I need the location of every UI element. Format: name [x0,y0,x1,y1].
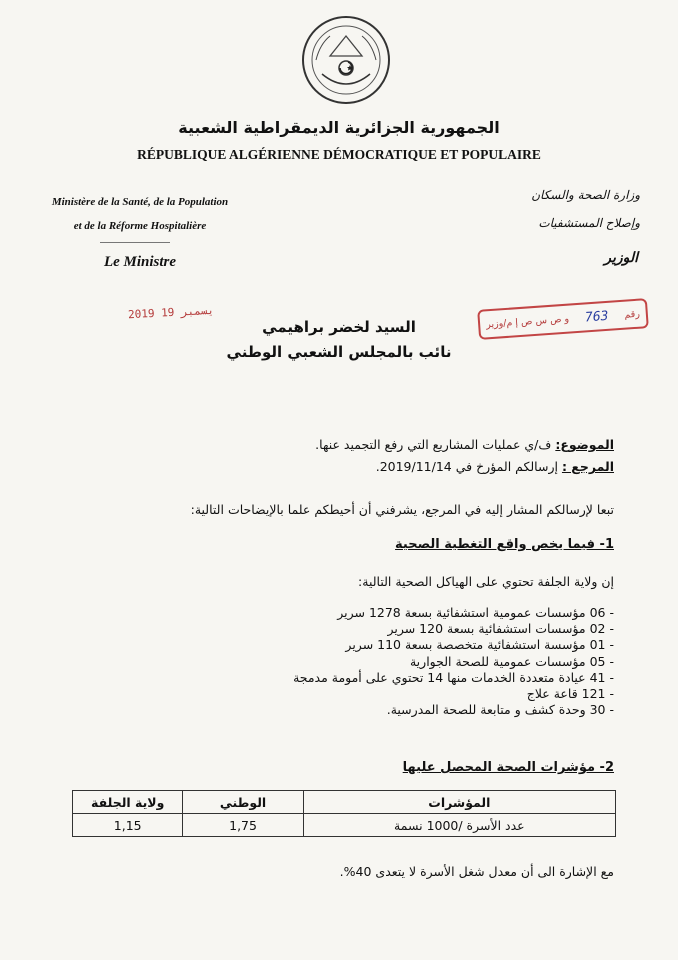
header-indicators: المؤشرات [303,791,615,814]
ministry-name-ar-line2: وإصلاح المستشفيات [538,216,640,230]
republic-title-ar: الجمهورية الجزائرية الديمقراطية الشعبية [178,118,500,137]
header-wilaya: ولاية الجلفة [73,791,183,814]
addressee-title: نائب بالمجلس الشعبي الوطني [226,343,452,361]
ministry-name-fr-line1: Ministère de la Santé, de la Population [51,196,229,208]
list-item: - 30 وحدة كشف و متابعة للصحة المدرسية. [386,702,614,718]
list-item: - 01 مؤسسة استشفائية متخصصة بسعة 110 سرير [345,637,614,653]
header-divider [100,242,170,243]
minister-title-fr: Le Ministre [103,254,177,270]
addressee-name: السيد لخضر براهيمي [262,318,416,336]
list-item: - 06 مؤسسات عمومية استشفائية بسعة 1278 سرير [337,605,614,620]
health-indicators-table [72,790,616,837]
reference-stamp-number: 763 [584,308,609,325]
reference-line [376,459,614,474]
list-item: - 121 قاعة علاج [526,685,614,701]
minister-title-ar: الوزير [604,250,638,266]
reference-text: إرسالكم المؤرخ في 2019/11/14. [375,459,558,474]
subject-line [315,437,614,452]
table-row [73,814,616,837]
list-item: - 02 مؤسسات استشفائية بسعة 120 سرير [387,621,614,637]
date-stamp: 2019 يسمبر 19 [127,303,215,322]
cell-indicator: عدد الأسرة /1000 نسمة [303,814,615,837]
subject-text: ف/ي عمليات المشاريع التي رفع التجميد عنها. [315,437,552,452]
cell-national: 1,75 [183,814,303,837]
section1-lead: إن ولاية الجلفة تحتوي على الهياكل الصحية التالية: [358,574,614,589]
cell-wilaya: 1,15 [73,814,183,837]
header-national: الوطني [183,791,303,814]
table-header-row [73,791,616,814]
intro-paragraph: تبعا لإرسالكم المشار إليه في المرجع، يشرفني أن أحيطكم علما بالإيضاحات التالية: [190,502,614,517]
reference-stamp-suffix: و ص س ص إ م/وزير [485,313,570,330]
state-seal-emblem [300,14,392,106]
health-structures-list [293,605,614,718]
list-item: - 41 عيادة متعددة الخدمات منها 14 تحتوي على أمومة مدمجة [293,669,614,685]
reference-label: المرجع : [561,459,614,474]
republic-title-fr: RÉPUBLIQUE ALGÉRIENNE DÉMOCRATIQUE ET POPULAIRE [137,147,541,162]
subject-label: الموضوع: [555,437,614,452]
footer-note: مع الإشارة الى أن معدل شغل الأسرة لا يتعدى 40%. [339,864,614,879]
ministry-name-ar-line1: وزارة الصحة والسكان [531,188,640,202]
list-item: - 05 مؤسسات عمومية للصحة الجوارية [409,653,614,669]
section2-title: 2- مؤشرات الصحة المحصل عليها [402,760,614,775]
section1-title: 1- فيما يخص واقع التغطية الصحية [395,537,614,552]
reference-stamp-label: رقم [624,308,641,321]
ministry-name-fr-line2: et de la Réforme Hospitalière [73,220,207,232]
